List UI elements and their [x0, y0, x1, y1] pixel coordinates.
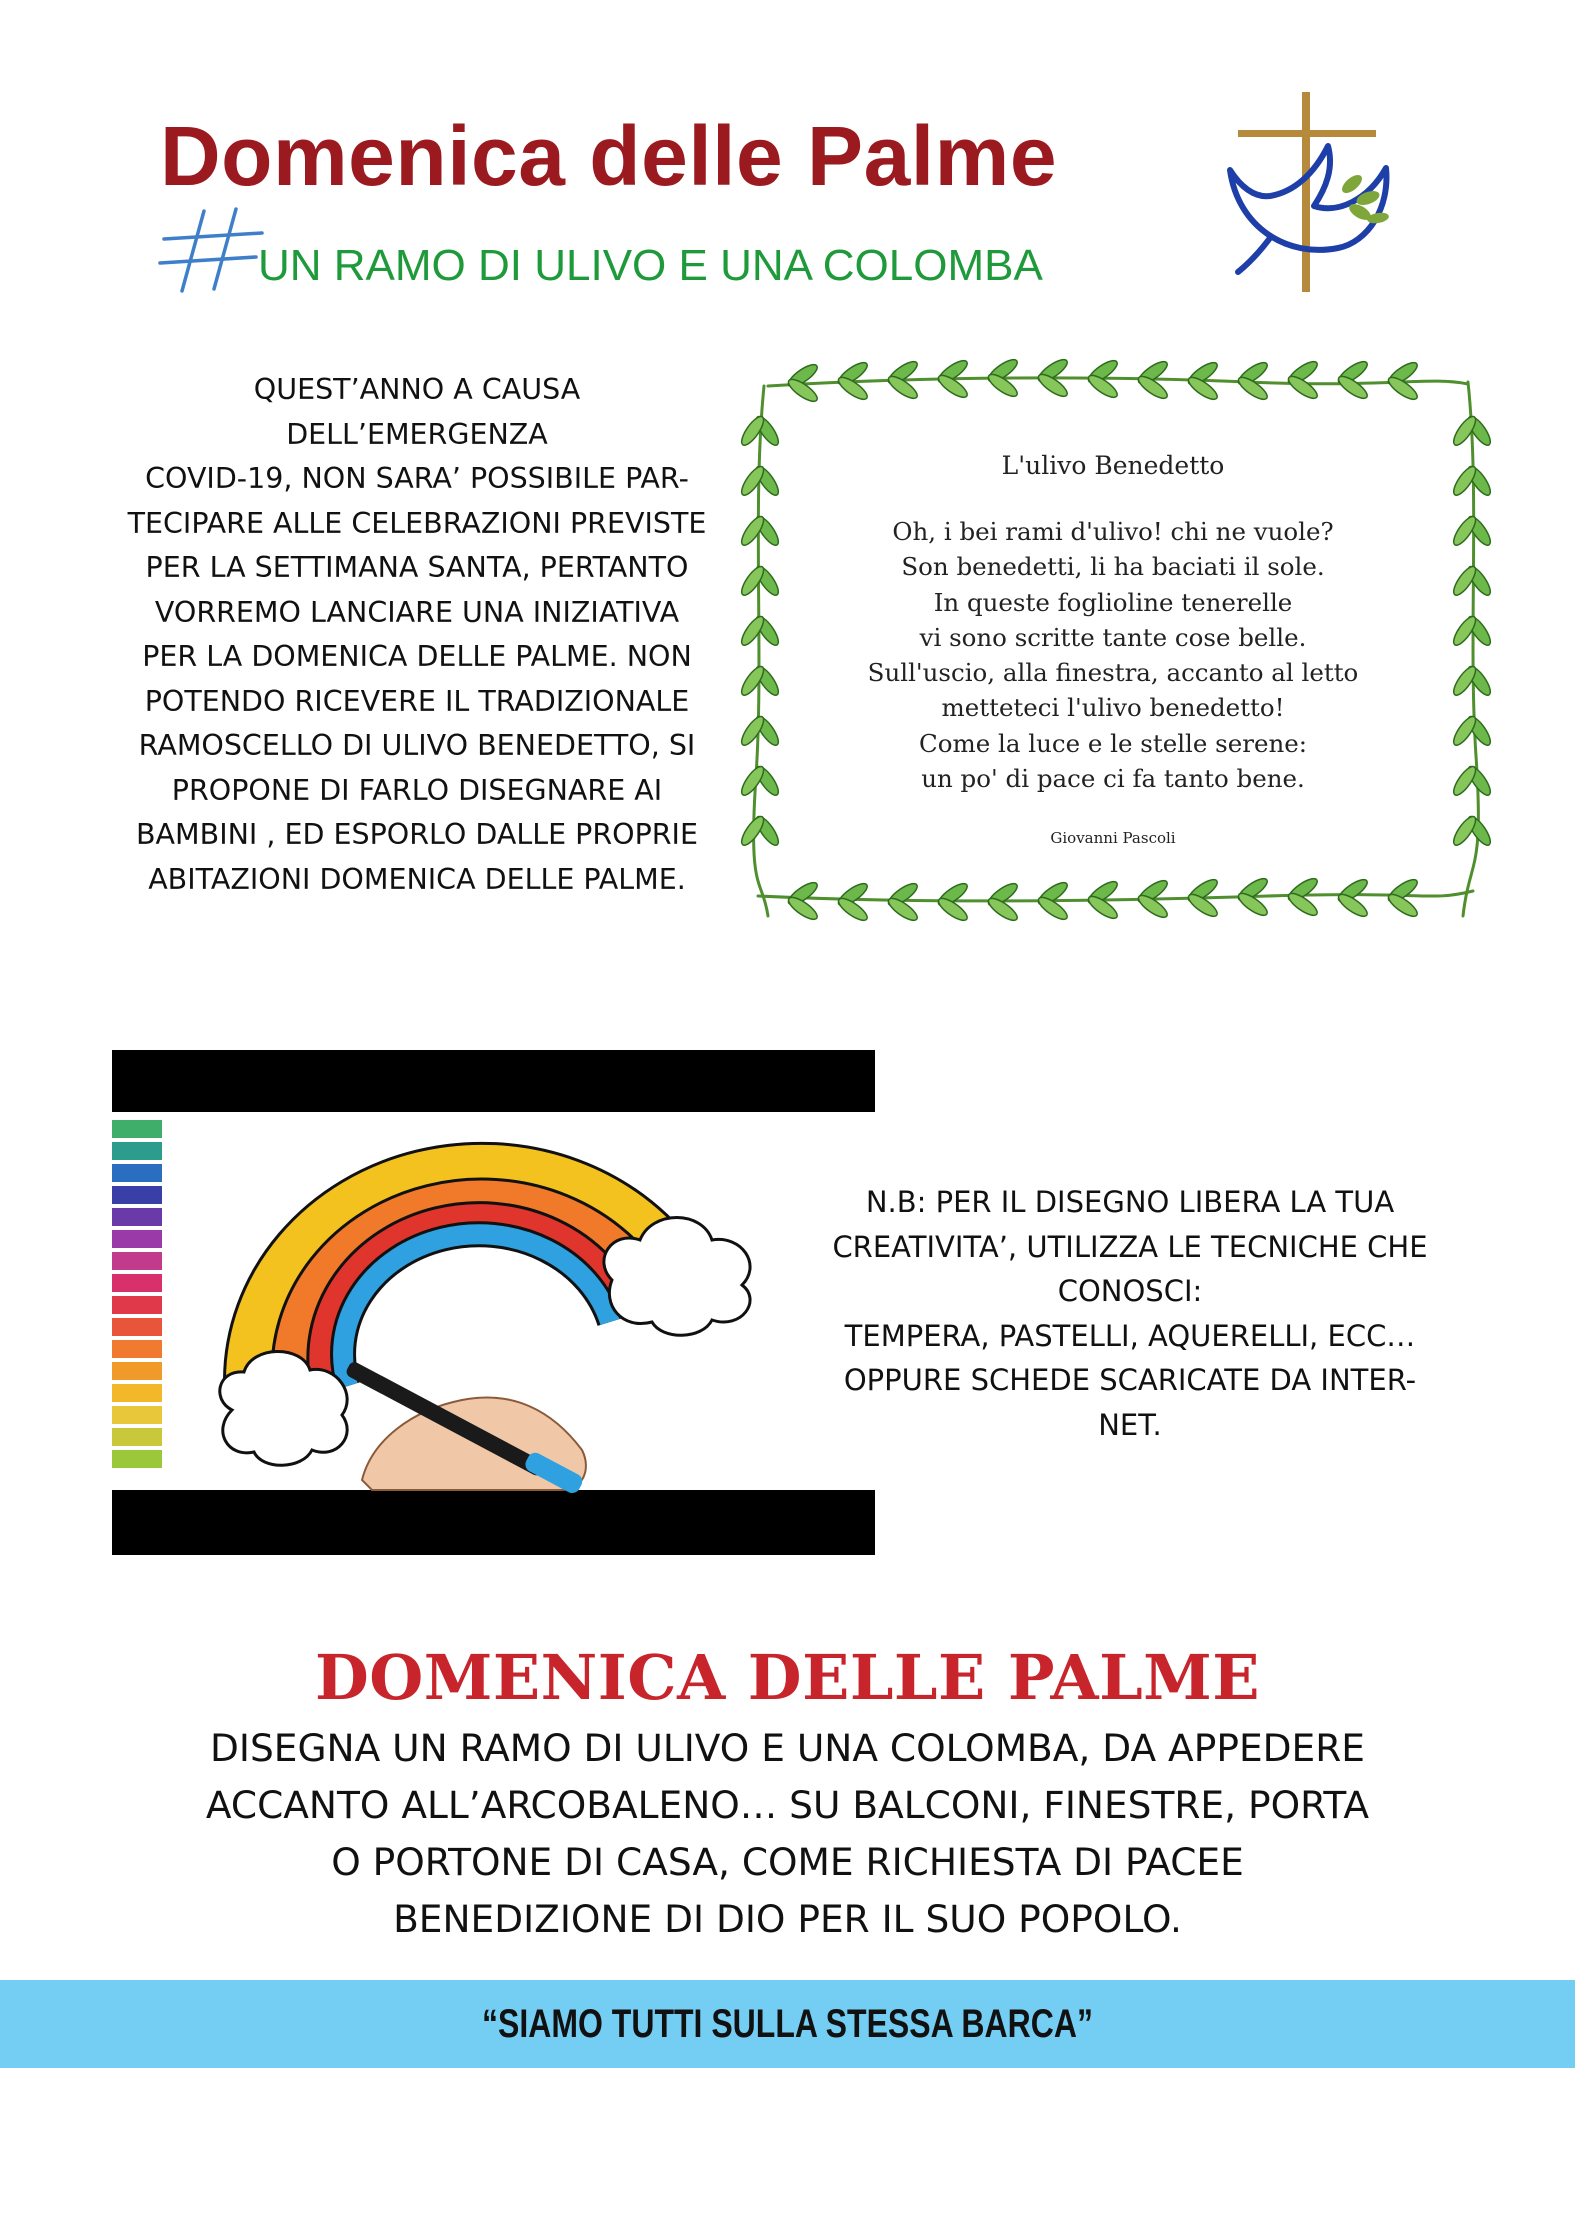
poem-verses [828, 514, 1398, 796]
note-line: TEMPERA, PASTELLI, AQUERELLI, ECC… [844, 1318, 1416, 1353]
intro-line: PER LA DOMENICA DELLE PALME. NON [142, 640, 692, 673]
poem-verse: Sull'uscio, alla finestra, accanto al letto [867, 658, 1359, 688]
page-title: Domenica delle Palme [160, 109, 1058, 203]
note-paragraph [820, 1180, 1440, 1447]
hashtag-icon [158, 205, 268, 295]
note-line: OPPURE SCHEDE SCARICATE DA INTER- [843, 1363, 1417, 1397]
note-line: N.B: PER IL DISEGNO LIBERA LA TUA [865, 1185, 1395, 1219]
instructions-line: O PORTONE DI CASA, COME RICHIESTA DI PACEE [331, 1840, 1244, 1884]
poem-verse: In queste foglioline tenerelle [933, 587, 1293, 617]
note-line: NET. [1098, 1407, 1162, 1442]
poem-verse: Son benedetti, li ha baciati il sole. [901, 552, 1325, 582]
intro-line: COVID-19, NON SARA’ POSSIBILE PAR- [145, 462, 689, 495]
intro-line: DELL’EMERGENZA [286, 417, 548, 451]
poem-verse: un po' di pace ci fa tanto bene. [921, 764, 1305, 794]
poem-author: Giovanni Pascoli [1050, 829, 1176, 848]
instructions-line: ACCANTO ALL’ARCOBALENO… SU BALCONI, FINESTRE, PORTA [205, 1783, 1370, 1827]
intro-line: VORREMO LANCIARE UNA INIZIATIVA [154, 595, 680, 629]
intro-line: BAMBINI , ED ESPORLO DALLE PROPRIE [136, 818, 698, 851]
intro-line: ABITAZIONI DOMENICA DELLE PALME. [148, 862, 686, 896]
intro-line: PROPONE DI FARLO DISEGNARE AI [171, 773, 663, 807]
slogan-text: “SIAMO TUTTI SULLA STESSA BARCA” [482, 2002, 1093, 2046]
intro-line: QUEST’ANNO A CAUSA [253, 373, 581, 406]
poem [828, 446, 1398, 856]
intro-line: PER LA SETTIMANA SANTA, PERTANTO [145, 551, 689, 584]
intro-line: TECIPARE ALLE CELEBRAZIONI PREVISTE [127, 506, 707, 540]
cross-dove-icon [1218, 88, 1398, 296]
instructions-line: BENEDIZIONE DI DIO PER IL SUO POPOLO. [393, 1897, 1182, 1941]
page-subtitle: UN RAMO DI ULIVO E UNA COLOMBA [258, 241, 1043, 290]
poem-title: L'ulivo Benedetto [1001, 451, 1225, 480]
poem-verse: metteteci l'ulivo benedetto! [941, 693, 1285, 723]
poem-verse: Oh, i bei rami d'ulivo! chi ne vuole? [892, 517, 1334, 546]
poem-verse: vi sono scritte tante cose belle. [919, 622, 1307, 652]
section-heading: DOMENICA DELLE PALME [314, 1641, 1261, 1714]
intro-paragraph [112, 368, 722, 902]
poem-verse: Come la luce e le stelle serene: [919, 728, 1307, 758]
note-line: CREATIVITA’, UTILIZZA LE TECNICHE CHE [832, 1229, 1428, 1264]
instructions-line: DISEGNA UN RAMO DI ULIVO E UNA COLOMBA, DA APPEDERE [210, 1726, 1365, 1770]
intro-line: POTENDO RICEVERE IL TRADIZIONALE [144, 684, 690, 718]
rainbow-drawing-image [112, 1050, 875, 1555]
note-line: CONOSCI: [1057, 1274, 1203, 1308]
intro-line: RAMOSCELLO DI ULIVO BENEDETTO, SI [138, 729, 696, 762]
instructions-paragraph [80, 1720, 1495, 1948]
